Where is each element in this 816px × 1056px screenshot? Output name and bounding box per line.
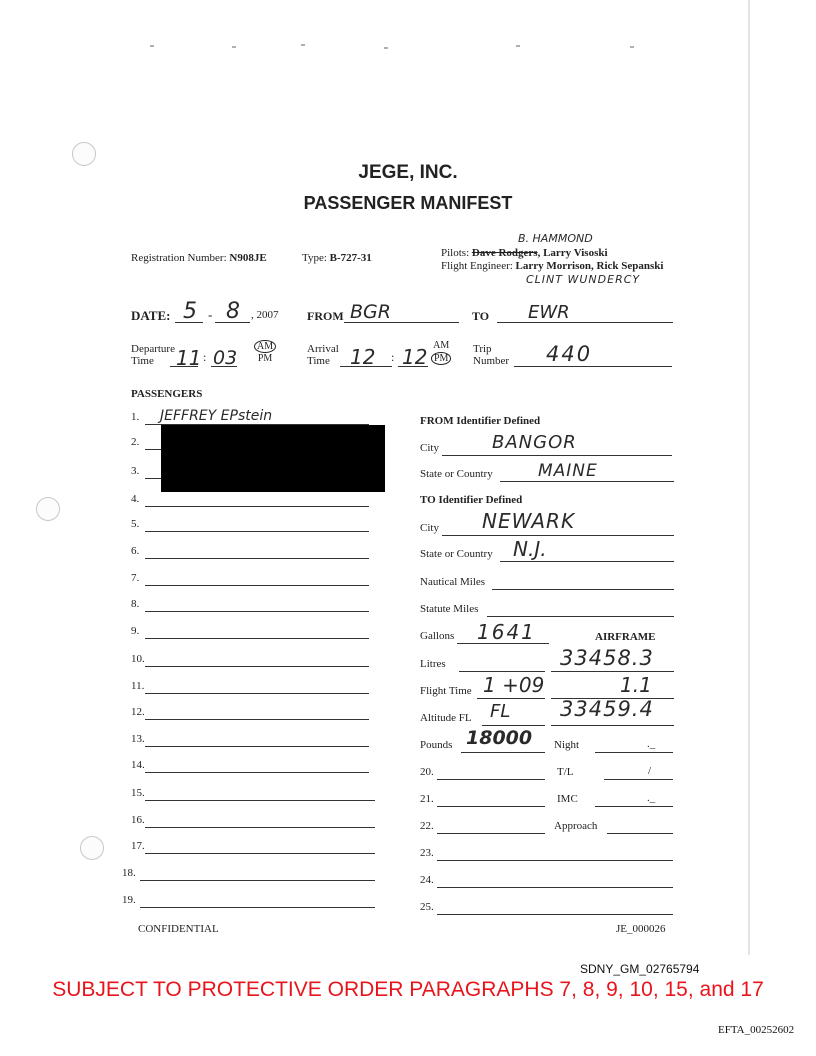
flight-engineer-names: Larry Morrison, Rick Sepanski [515, 260, 664, 272]
passenger-num: 18. [122, 867, 136, 879]
date-day: 8 [226, 299, 240, 324]
pounds-label: Pounds [420, 739, 453, 751]
passenger-num: 2. [131, 436, 140, 448]
punch-hole [36, 497, 60, 521]
pilots: Pilots: Dave Rodgers, Larry Visoski [441, 247, 608, 259]
bates-number: SDNY_GM_02765794 [580, 962, 700, 976]
protective-order-notice: SUBJECT TO PROTECTIVE ORDER PARAGRAPHS 7, 8, 9, 10, 15, and 17 [52, 978, 764, 1001]
altitude-value: FL [490, 701, 511, 722]
flight-time-airframe: 1.1 [620, 673, 652, 697]
arrival-pm: PM [431, 352, 451, 365]
pounds-value: 18000 [466, 727, 533, 749]
to-label: TO [472, 309, 490, 323]
night-label: Night [554, 739, 580, 751]
type-value: B-727-31 [329, 252, 372, 264]
altitude-label: Altitude FL [420, 712, 472, 724]
registration-value: N908JE [229, 252, 267, 264]
passenger-num: 8. [131, 598, 140, 610]
from-label: FROM [307, 309, 344, 323]
type-label: Type: [302, 252, 327, 264]
departure-hour: 11 [176, 346, 202, 370]
pilots-label: Pilots: [441, 247, 470, 259]
to-city-label: City [420, 522, 439, 534]
passenger-num: 12. [131, 706, 145, 718]
handwritten-pilot: B. HAMMOND [518, 232, 593, 245]
manifest-page: JEGE, INC. PASSENGER MANIFEST Registration Number: N908JE Type: B-727-31 B. HAMMOND Pilots: Dave Rodgers, Larry Visoski Flight Engineer: Larry Morrison, Rick Sepanski CLINT WUNDERCY DATE: 5 - 8 , 2007 FROM BGR TO EWR Departure Time 11 : 03 AM PM Arrival Time 12 : 12 AM PM Trip Number 440 PASSENGERS 1. JEFFREY EPstein 2. 3. 4. 5. 6. 7. 8. 9. 10. 11. 12. 13. 14. 15. 16. 17. 18. 19. FROM Identifier Defined City BANGOR State or Country MAINE TO Identifier Defined City NEWARK State or Country N.J. Nautical Miles Statute Miles Gallons 1641 AIRFRAME Litres 33458.3 Flight Time 1 +09 1.1 Altitude FL FL 33459.4 Pounds 18000 Night ._ 20. T/L / 21. IMC ._ 22. Approach 23. 24. 25. CONFIDENTIAL JE_000026 [0, 0, 748, 955]
to-city: NEWARK [482, 509, 576, 533]
passenger-num: 17. [131, 840, 145, 852]
from-city-label: City [420, 442, 439, 454]
scan-speck [516, 45, 520, 47]
scan-speck [301, 44, 305, 46]
registration-number [131, 252, 267, 264]
departure-minute: 03 [213, 347, 238, 369]
aircraft-type [302, 252, 372, 264]
passenger-num: 9. [131, 625, 140, 637]
from-city: BANGOR [492, 432, 577, 453]
tl-value: / [648, 765, 652, 777]
to-identifier-heading: TO Identifier Defined [420, 494, 523, 506]
row-number: 20. [420, 766, 434, 778]
passenger-num: 5. [131, 518, 140, 530]
passenger-num: 7. [131, 572, 140, 584]
gallons-label: Gallons [420, 630, 455, 642]
passenger-num: 13. [131, 733, 145, 745]
to-code: EWR [528, 302, 570, 323]
passenger-num: 10. [131, 653, 145, 665]
passenger-name: JEFFREY EPstein [160, 408, 273, 424]
flight-time-value: 1 +09 [483, 673, 545, 697]
imc-label: IMC [557, 793, 578, 805]
form-title: PASSENGER MANIFEST [303, 193, 513, 213]
departure-am: AM [254, 340, 276, 353]
arrival-am: AM [433, 340, 450, 351]
departure-pm: PM [257, 353, 273, 364]
passenger-num: 3. [131, 465, 140, 477]
row-number: 22. [420, 820, 434, 832]
passenger-num: 19. [122, 894, 136, 906]
arrival-label: Arrival Time [307, 343, 339, 367]
row-number: 21. [420, 793, 434, 805]
passenger-num: 14. [131, 759, 145, 771]
night-value: ._ [647, 738, 656, 750]
passenger-num: 16. [131, 814, 145, 826]
scan-speck [232, 46, 236, 48]
to-state-label: State or Country [420, 548, 493, 560]
pilot-name: Larry Visoski [543, 247, 608, 259]
scan-speck [150, 45, 154, 47]
passenger-num: 15. [131, 787, 145, 799]
to-state: N.J. [513, 537, 547, 561]
passengers-heading: PASSENGERS [131, 388, 203, 400]
trip-label: Trip Number [473, 343, 510, 367]
nautical-miles-label: Nautical Miles [420, 576, 486, 588]
flight-engineer-label: Flight Engineer: [441, 260, 513, 272]
altitude-airframe: 33459.4 [560, 697, 654, 721]
row-number: 25. [420, 901, 434, 913]
passenger-num: 11. [131, 680, 145, 692]
scan-speck [384, 47, 388, 49]
pilot-struck-name: Dave Rodgers [471, 247, 538, 259]
departure-label: Departure Time [131, 343, 175, 367]
approach-label: Approach [554, 820, 598, 832]
arrival-hour: 12 [350, 345, 376, 369]
passenger-num: 4. [131, 493, 140, 505]
statute-miles-label: Statute Miles [420, 603, 479, 615]
from-state: MAINE [538, 461, 598, 481]
litres-label: Litres [420, 658, 446, 670]
redaction-box [161, 425, 385, 492]
from-identifier-heading: FROM Identifier Defined [420, 415, 541, 427]
date-month: 5 [183, 299, 197, 324]
company-name: JEGE, INC. [358, 162, 458, 183]
arrival-ampm [431, 340, 451, 365]
passenger-num: 6. [131, 545, 140, 557]
row-number: 23. [420, 847, 434, 859]
date-label: DATE: [131, 308, 171, 323]
airframe-heading: AIRFRAME [595, 631, 656, 643]
departure-ampm [254, 340, 276, 365]
trip-number: 440 [546, 342, 593, 366]
flight-time-label: Flight Time [420, 685, 472, 697]
confidential-label: CONFIDENTIAL [138, 923, 219, 935]
efta-number: EFTA_00252602 [718, 1024, 795, 1036]
punch-hole [80, 836, 104, 860]
arrival-minute: 12 [402, 345, 428, 369]
litres-airframe: 33458.3 [560, 646, 654, 670]
tl-label: T/L [557, 766, 574, 778]
date-year: , 2007 [251, 309, 279, 321]
handwritten-engineer: CLINT WUNDERCY [526, 273, 641, 286]
registration-label: Registration Number: [131, 252, 227, 264]
from-code: BGR [350, 301, 391, 323]
gallons-value: 1641 [477, 620, 536, 644]
passenger-num: 1. [131, 411, 140, 423]
row-number: 24. [420, 874, 434, 886]
imc-value: ._ [647, 792, 656, 804]
scan-speck [630, 46, 634, 48]
document-id: JE_000026 [616, 923, 666, 935]
from-state-label: State or Country [420, 468, 493, 480]
flight-engineer [441, 260, 663, 272]
